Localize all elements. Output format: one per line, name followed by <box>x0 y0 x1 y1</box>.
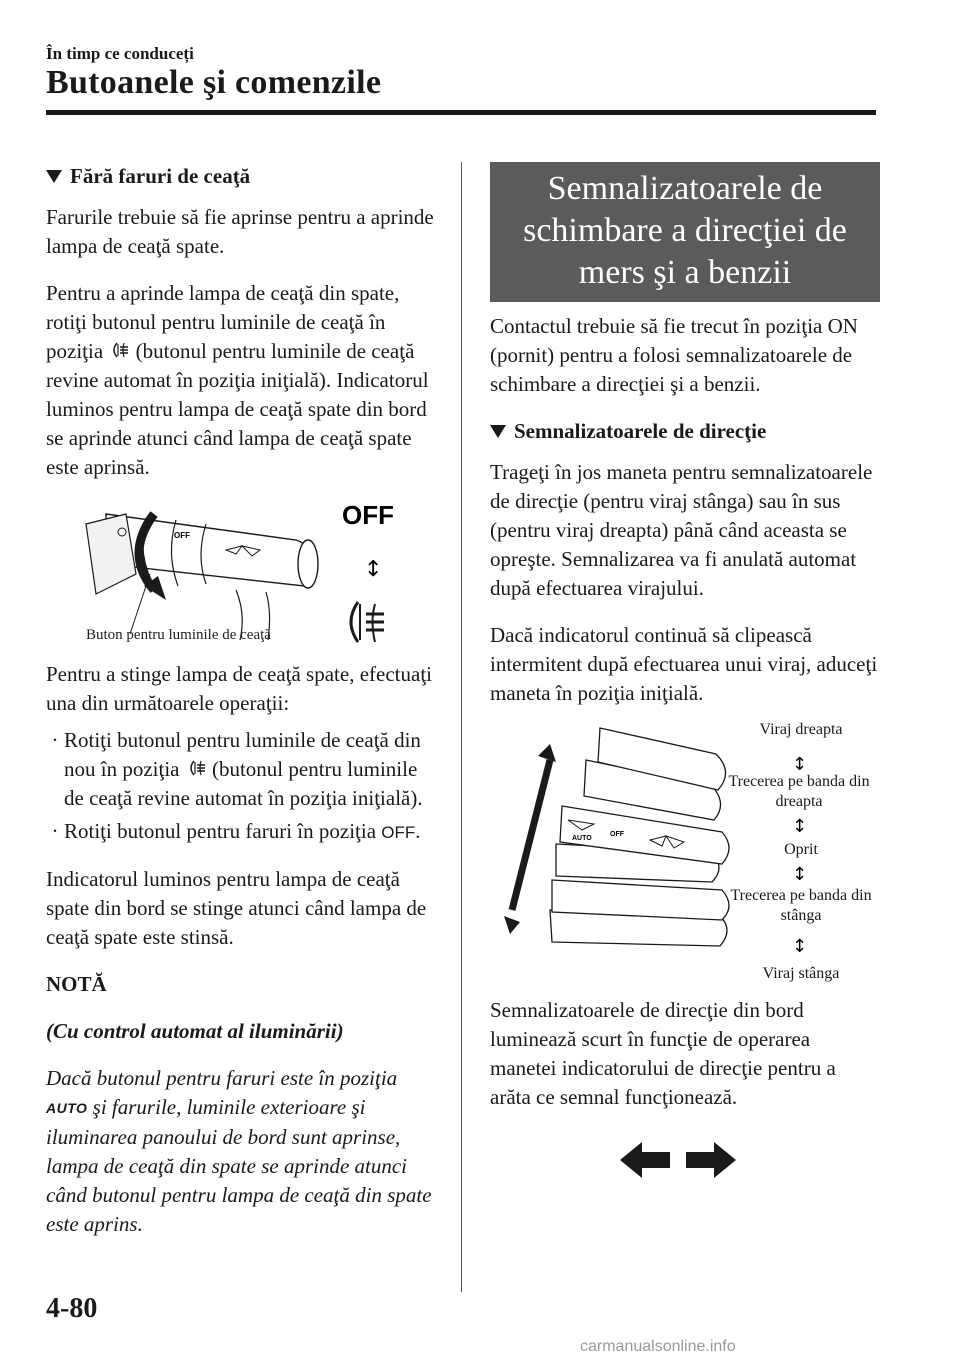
triangle-down-icon <box>490 425 506 438</box>
indicator-arrows <box>490 1130 880 1190</box>
auto-symbol: AUTO <box>46 1100 88 1116</box>
paragraph: Pentru a stinge lampa de ceaţă spate, efectuaţi una din următoarele operaţii: <box>46 662 432 715</box>
section-title: Semnalizatoarele de direcţie <box>514 419 767 443</box>
list-item: · Rotiţi butonul pentru luminile de ceaţă din nou în poziţia (butonul pentru luminile de ceaţă revine automat în poziţia iniţială). <box>51 728 423 810</box>
step-label-left-lane: Trecerea pe banda din stânga <box>730 887 872 924</box>
step-label-right-turn: Viraj dreapta <box>759 721 843 738</box>
breadcrumb: În timp ce conduceți <box>46 44 194 63</box>
note-subtitle: (Cu control automat al iluminării) <box>46 1019 344 1043</box>
paragraph: Semnalizatoarele de direcţie din bord luminează scurt în funcţie de operarea manetei indicatorului de direcţie pentru a arăta ce semnal funcţionează. <box>490 998 836 1109</box>
rear-fog-lamp-icon <box>351 602 384 642</box>
step-label-left-turn: Viraj stânga <box>762 965 840 982</box>
rear-fog-lamp-icon <box>185 758 207 778</box>
right-column <box>490 162 880 1190</box>
note-body: Dacă butonul pentru faruri este în poziţia AUTO şi farurile, luminile exterioare şi iluminarea panoului de bord sunt aprinse, lampa de ceaţă din spate se aprinde atunci când butonul pentru lampa de ceaţă din spate este aprins. <box>46 1066 432 1236</box>
section-heading-no-fog <box>46 162 438 191</box>
section-title: Fără faruri de ceaţă <box>70 164 251 188</box>
section-banner: Semnalizatoarele de schimbare a direcţiei de mers şi a benzii <box>490 162 880 302</box>
switch-auto-text: AUTO <box>572 835 592 842</box>
step-label-right-lane: Trecerea pe banda din dreapta <box>728 773 870 810</box>
left-column <box>46 162 438 1257</box>
turn-right-arrow-icon <box>686 1142 736 1178</box>
chapter-title: Butoanele şi comenzile <box>46 64 382 101</box>
position-arrow: ↕ <box>364 557 383 582</box>
rear-fog-lamp-icon <box>108 340 130 360</box>
paragraph: Farurile trebuie să fie aprinse pentru a aprinde lampa de ceaţă spate. <box>46 205 434 258</box>
list-item: · Rotiţi butonul pentru faruri în poziţia OFF. <box>51 819 421 843</box>
step-label-off: Oprit <box>784 841 818 858</box>
step-arrow: ↕ <box>792 754 808 775</box>
turn-signal-figure <box>490 720 880 986</box>
header-rule <box>46 110 876 115</box>
figure-caption: Buton pentru luminile de ceaţă <box>86 627 271 643</box>
switch-off-text: OFF <box>610 831 624 838</box>
step-arrow: ↕ <box>792 816 808 837</box>
section-heading-turn-signals <box>490 417 880 446</box>
paragraph: Dacă indicatorul continuă să clipească intermitent după efectuarea unui viraj, aduceţi maneta în poziţia iniţială. <box>490 623 878 705</box>
note-title: NOTĂ <box>46 972 107 996</box>
off-position-label: OFF <box>342 500 394 530</box>
step-arrow: ↕ <box>792 864 808 885</box>
column-divider <box>461 162 462 1292</box>
paragraph: Indicatorul luminos pentru lampa de ceaţă spate din bord se stinge atunci când lampa de ceaţă spate este stinsă. <box>46 867 427 949</box>
paragraph: Trageţi în jos maneta pentru semnalizatoarele de direcţie (pentru viraj stânga) sau în sus (pentru viraj dreapta) până când aceasta se opreşte. Semnalizarea va fi anulată automat după efectuarea virajului. <box>490 460 873 600</box>
indicator-arrows-illustration <box>490 1130 880 1190</box>
step-arrow: ↕ <box>792 936 808 957</box>
paragraph: Contactul trebuie să fie trecut în poziţia ON (pornit) pentru a folosi semnalizatoarele de schimbare a direcţiei şi a benzii. <box>490 314 858 396</box>
watermark: carmanualsonline.info <box>580 1338 736 1355</box>
turn-left-arrow-icon <box>620 1142 670 1178</box>
fog-switch-figure <box>46 494 438 652</box>
triangle-down-icon <box>46 170 62 183</box>
off-symbol: OFF <box>381 823 416 842</box>
paragraph: Pentru a aprinde lampa de ceaţă din spate, rotiţi butonul pentru luminile de ceaţă în poziţia (butonul pentru luminile de ceaţă revine automat în poziţia iniţială). Indicatorul luminos pentru lampa de ceaţă spate din bord se aprinde atunci când lampa de ceaţă spate este aprinsă. <box>46 281 429 479</box>
page-number: 4-80 <box>46 1293 98 1324</box>
switch-off-text: OFF <box>174 531 190 540</box>
